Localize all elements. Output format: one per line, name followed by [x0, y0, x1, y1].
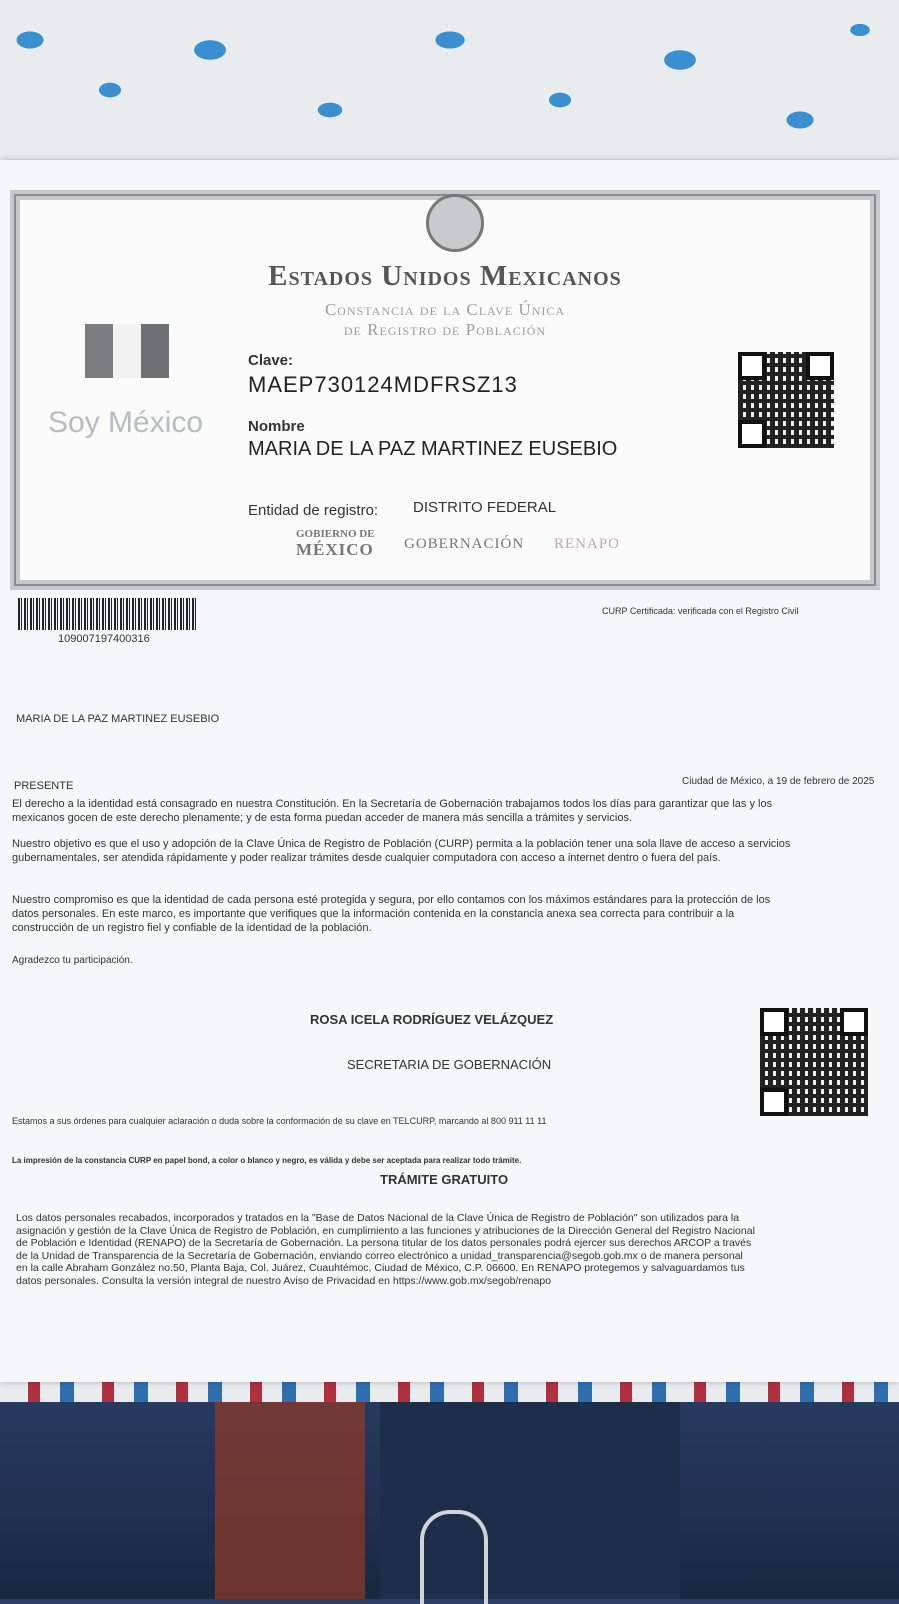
paragraph-commitment	[12, 893, 897, 935]
curp-document	[0, 160, 899, 1382]
paragraph-identity	[12, 797, 897, 825]
national-seal-icon	[415, 194, 495, 254]
place-date: Ciudad de México, a 19 de febrero de 2025	[682, 776, 875, 787]
signer-name: ROSA ICELA RODRÍGUEZ VELÁZQUEZ	[310, 1012, 554, 1027]
privacy-notice	[16, 1212, 896, 1287]
document-barcode	[18, 598, 198, 630]
recipient-name: MARIA DE LA PAZ MARTINEZ EUSEBIO	[16, 713, 220, 725]
paragraph-2-line-2: gubernamentales, ser atendida rápidamente y poder realizar trámites desde cualquier computadora con acceso a internet dentro o fuera del país.	[12, 852, 721, 864]
mexican-flag-icon	[85, 324, 171, 378]
contact-line: Estamos a sus órdenes para cualquier aclaración o duda sobre la conformación de su clave en TELCURP, marcando al 800 911 11 11	[12, 1116, 547, 1126]
validity-line: La impresión de la constancia CURP en papel bond, a color o blanco y negro, es válida y debe ser aceptada para realizar todo trámite.	[12, 1156, 522, 1165]
clave-label: Clave:	[248, 352, 294, 369]
soy-mexico-logo: Soy México	[48, 406, 204, 439]
gobierno-de-mexico-logo	[260, 528, 375, 560]
clave-value: MAEP730124MDFRSZ13	[248, 372, 518, 397]
renapo-logo: RENAPO	[554, 536, 621, 552]
signer-title: SECRETARIA DE GOBERNACIÓN	[347, 1057, 552, 1072]
paragraph-1-line-1: El derecho a la identidad está consagrado en nuestra Constitución. En la Secretaría de Gobernación trabajamos todos los días para garantizar que las y los	[12, 798, 773, 810]
privacy-line-4: de la Unidad de Transparencia de la Secretaría de Gobernación, enviando correo electrónico a unidad_transparencia@segob.gob.mx o de manera personal	[16, 1249, 743, 1262]
paragraph-3-line-3: construcción de un registro fiel y confiable de la identidad de la población.	[12, 922, 372, 934]
certificate-frame	[10, 190, 880, 590]
bag-handle	[420, 1510, 488, 1604]
paragraph-objective	[12, 837, 897, 865]
gobierno-logo-line-2: MÉXICO	[296, 540, 374, 559]
privacy-line-5: en la calle Abraham González no.50, Planta Baja, Col. Juárez, Cuauhtémoc, Ciudad de México, C.P. 06600. En RENAPO protegemos y salvaguardamos tus	[16, 1262, 745, 1274]
privacy-line-6: datos personales. Consulta la versión integral de nuestro Aviso de Privacidad en https://www.gob.mx/segob/renapo	[16, 1274, 552, 1287]
country-title: Estados Unidos Mexicanos	[268, 260, 622, 292]
nombre-label: Nombre	[248, 418, 305, 435]
entidad-label: Entidad de registro:	[248, 502, 379, 519]
free-procedure: TRÁMITE GRATUITO	[380, 1172, 509, 1187]
paragraph-2-line-1: Nuestro objetivo es que el uso y adopción de la Clave Única de Registro de Población (CURP) permita a la población tener una sola llave de acceso a servicios	[12, 838, 791, 850]
paragraph-1-line-2: mexicanos gocen de este derecho plenamente; y de esta forma puedan acceder de manera más sencilla a trámites y servicios.	[12, 812, 632, 824]
paragraph-3-line-2: datos personales. En este marco, es importante que verifiques que la información contenida en la constancia anexa sea correcta para contribuir a la	[12, 908, 735, 920]
certificate-subtitle-2: de Registro de Población	[343, 320, 547, 339]
privacy-line-1: Los datos personales recabados, incorporados y tratados en la "Base de Datos Nacional de la Clave Única de Registro de Población" son utilizados para la	[16, 1212, 740, 1224]
signature-qr-code	[760, 1008, 868, 1116]
certificate-qr-code	[738, 352, 834, 448]
certificate-subtitle-1: Constancia de la Clave Única	[324, 300, 566, 319]
privacy-line-2: asignación y gestión de la Clave Única de Registro de Población, en cumplimiento a las funciones y atribuciones de la Dirección General del Registro Nacional	[16, 1224, 755, 1237]
thanks-line: Agradezco tu participación.	[12, 955, 133, 966]
gobierno-logo-line-1: GOBIERNO DE	[296, 528, 375, 540]
paragraph-3-line-1: Nuestro compromiso es que la identidad de cada persona esté protegida y segura, por ello contamos con los máximos estándares para la protección de los	[12, 894, 771, 906]
presente-label: PRESENTE	[14, 780, 74, 792]
privacy-line-3: de Población e Identidad (RENAPO) de la Secretaría de Gobernación. La persona titular de los datos personales podrá ejercer sus derechos ARCOP a través	[16, 1237, 752, 1249]
entidad-value: DISTRITO FEDERAL	[413, 499, 557, 516]
barcode-number: 109007197400316	[58, 633, 150, 645]
curp-status: CURP Certificada: verificada con el Registro Civil	[602, 606, 799, 616]
wooden-chair	[215, 1402, 365, 1599]
lace-tablecloth	[0, 0, 899, 170]
nombre-value: MARIA DE LA PAZ MARTINEZ EUSEBIO	[248, 438, 618, 460]
gobernacion-logo: GOBERNACIÓN	[404, 536, 525, 552]
